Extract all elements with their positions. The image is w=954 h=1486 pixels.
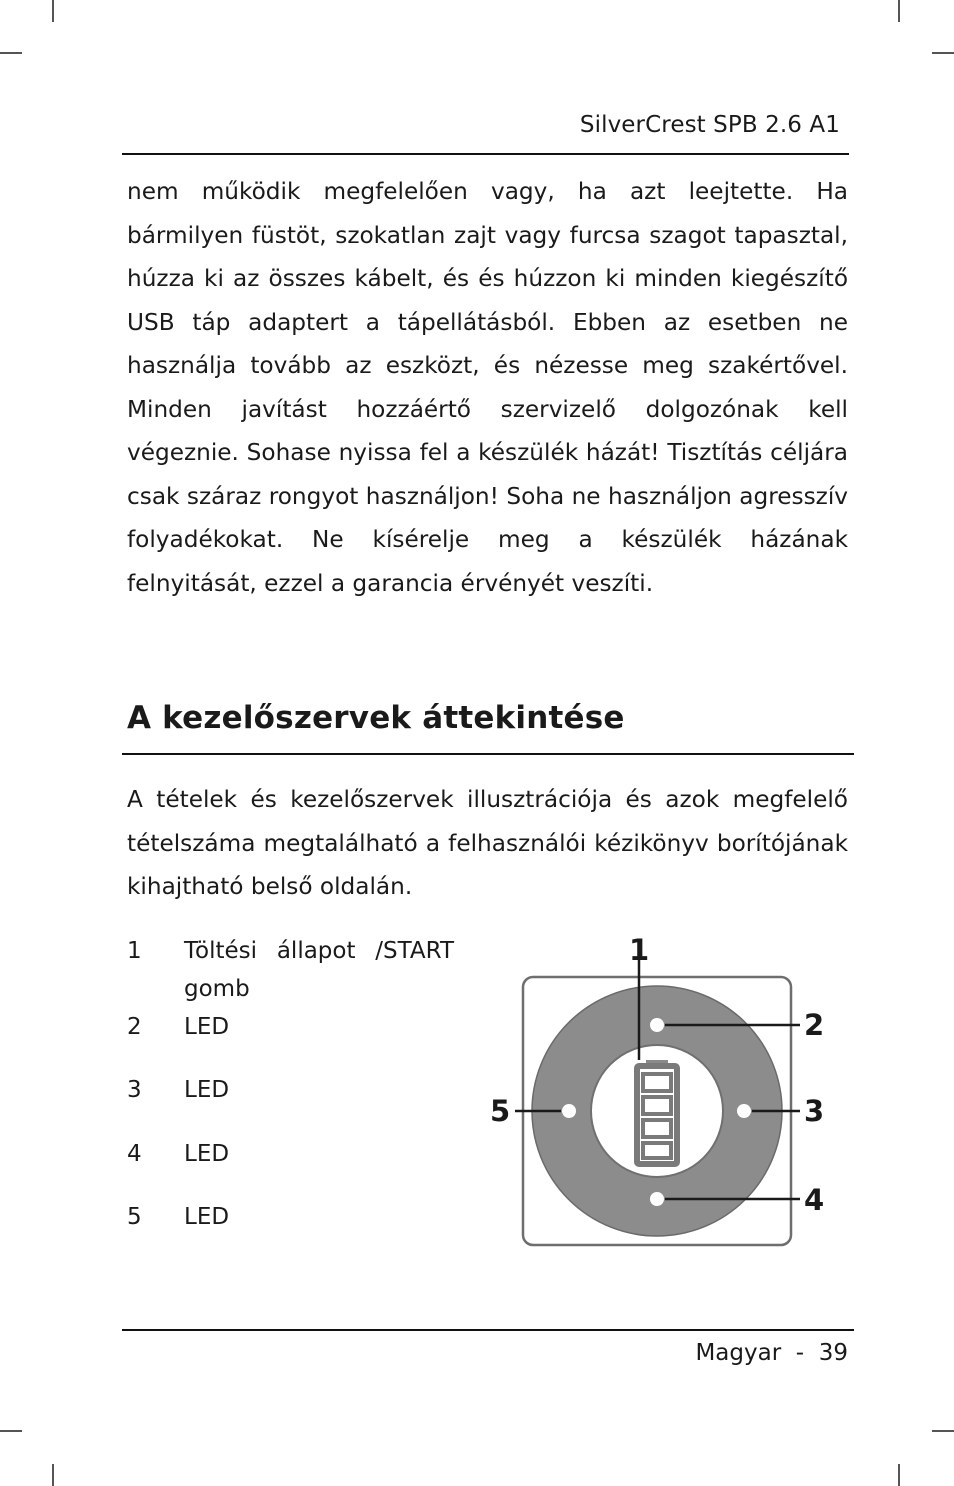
crop-mark bbox=[0, 52, 22, 54]
diagram-label-2: 2 bbox=[804, 1008, 825, 1042]
intro-paragraph: nem működik megfelelően vagy, ha azt leejtette. Ha bármilyen füstöt, szokatlan zajt vagy furcsa szagot tapasztal, húzza ki az összes kábelt, és és húzzon ki minden kiegészítő USB táp adaptert a tápellátásból. Ebben az esetben ne használja tovább az eszközt, és nézesse meg szakértővel. Minden javítást hozzáértő szervizelő dolgozónak kell végeznie. Sohase nyissa fel a készülék házát! Tisztítás céljára csak száraz rongyot használjon! Soha ne használjon agresszív folyadékokat. Ne kísérelje meg a készülék házának felnyitását, ezzel a garancia érvényét veszíti. bbox=[127, 178, 848, 597]
section-title: A kezelőszervek áttekintése bbox=[127, 700, 625, 736]
footer-language: Magyar bbox=[695, 1340, 782, 1366]
controls-diagram bbox=[485, 930, 845, 1255]
footer bbox=[695, 1340, 848, 1366]
crop-mark bbox=[52, 0, 54, 22]
crop-mark bbox=[932, 52, 954, 54]
item-label: LED bbox=[184, 1014, 230, 1040]
crop-mark bbox=[898, 1464, 900, 1486]
item-label: Töltési állapot /START gomb bbox=[184, 938, 454, 1002]
battery-icon bbox=[637, 1060, 677, 1164]
led-3-dot bbox=[737, 1104, 751, 1118]
item-label: LED bbox=[184, 1077, 230, 1103]
crop-mark bbox=[0, 1430, 22, 1432]
led-4-dot bbox=[650, 1192, 664, 1206]
item-number: 4 bbox=[127, 1141, 142, 1167]
footer-rule bbox=[122, 1329, 854, 1331]
diagram-label-3: 3 bbox=[804, 1094, 825, 1128]
running-header: SilverCrest SPB 2.6 A1 bbox=[579, 112, 840, 138]
crop-mark bbox=[898, 0, 900, 22]
header-rule bbox=[122, 153, 849, 155]
crop-mark bbox=[932, 1430, 954, 1432]
led-2-dot bbox=[650, 1018, 664, 1032]
item-number: 3 bbox=[127, 1077, 142, 1103]
item-number: 2 bbox=[127, 1014, 142, 1040]
led-5-dot bbox=[562, 1104, 576, 1118]
footer-separator: - bbox=[795, 1340, 805, 1366]
crop-mark bbox=[52, 1464, 54, 1486]
item-number: 1 bbox=[127, 938, 142, 964]
item-label: LED bbox=[184, 1204, 230, 1230]
item-number: 5 bbox=[127, 1204, 142, 1230]
section-rule bbox=[122, 753, 854, 755]
item-label: LED bbox=[184, 1141, 230, 1167]
diagram-label-4: 4 bbox=[804, 1183, 825, 1217]
page-number: 39 bbox=[818, 1340, 848, 1366]
diagram-label-5: 5 bbox=[490, 1094, 511, 1128]
diagram-label-1: 1 bbox=[629, 933, 650, 967]
section-paragraph: A tételek és kezelőszervek illusztrációja és azok megfelelő tételszáma megtalálható a felhasználói kézikönyv borítójának kihajtható belső oldalán. bbox=[127, 786, 848, 900]
